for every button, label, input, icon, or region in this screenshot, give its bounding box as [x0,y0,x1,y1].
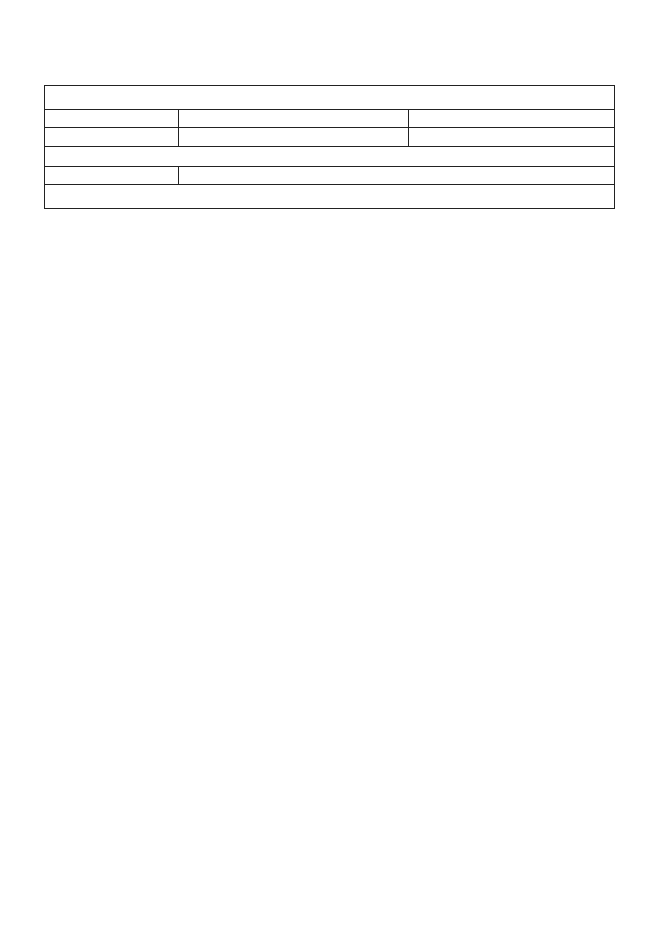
goals-head-desc [179,167,615,185]
procurement-item-qty [179,128,409,147]
procurement-head-qty [179,110,409,128]
procurement-title [45,86,615,110]
long-title [45,185,615,209]
procurement-goals-table [44,85,615,209]
goals-title [45,147,615,167]
goals-head-name [45,167,179,185]
procurement-item-name [45,128,179,147]
procurement-head-name [45,110,179,128]
procurement-head-amount [409,110,615,128]
procurement-item-amount [409,128,615,147]
